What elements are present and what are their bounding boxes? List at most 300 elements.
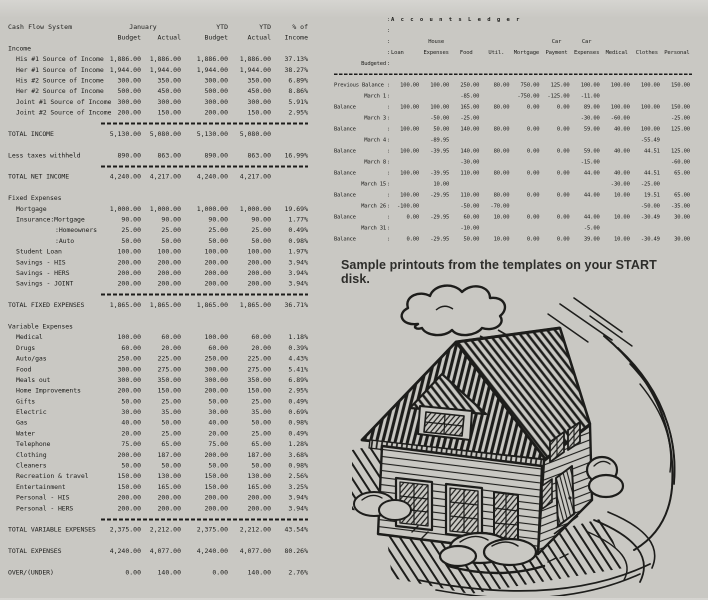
value-cell: 10.00 — [613, 235, 630, 242]
cashflow-row — [8, 108, 308, 119]
row-label: Personal - HIS — [16, 494, 70, 502]
value-cell: 200.00 — [157, 269, 181, 277]
bush-right — [587, 457, 623, 497]
value-cell: 150.00 — [247, 387, 271, 395]
ledger-row — [334, 124, 692, 135]
value-cell: 80.00 — [493, 125, 510, 132]
ledger-row — [334, 190, 692, 201]
value-cell: 300.00 — [117, 76, 141, 85]
value-cell: 19.69% — [284, 205, 308, 213]
value-cell: 20.00 — [121, 429, 141, 438]
value-cell: 4,077.00 — [239, 547, 271, 556]
value-cell: 0.00 — [212, 568, 228, 577]
value-cell: 80.26% — [284, 547, 308, 556]
value-cell: 1,886.00 — [149, 55, 181, 64]
value-cell: 37.13% — [284, 55, 308, 64]
value-cell: 89.00 — [583, 103, 600, 110]
value-cell: 90.00 — [251, 216, 271, 224]
value-cell: 100.00 — [400, 103, 420, 110]
value-cell: 100.00 — [580, 81, 600, 88]
value-cell: 75.00 — [208, 440, 228, 449]
value-cell: 25.00 — [251, 397, 271, 406]
value-cell — [391, 113, 421, 124]
value-cell: 50.00 — [208, 462, 228, 470]
value-cell: 5.91% — [288, 98, 308, 106]
value-cell: 275.00 — [247, 365, 271, 374]
row-label: March 3 — [364, 114, 386, 121]
value-cell — [421, 201, 451, 212]
value-cell — [572, 179, 602, 190]
cashflow-row — [8, 514, 308, 525]
cashflow-row — [8, 546, 308, 557]
value-cell: 1,000.00 — [149, 205, 181, 213]
value-cell: 140.00 — [247, 568, 271, 577]
col-header: Loan — [391, 49, 404, 56]
ledger-colon: : — [386, 125, 391, 132]
value-cell: 200.00 — [157, 258, 181, 267]
row-label: Variable Expenses — [8, 322, 73, 331]
cashflow-row — [8, 193, 308, 204]
ledger-colon: : — [386, 213, 391, 220]
value-cell: -125.00 — [547, 92, 570, 99]
value-cell: 0.98% — [288, 462, 308, 470]
value-cell: 140.00 — [157, 568, 181, 577]
row-label: Balance — [334, 103, 356, 110]
value-cell: 1,944.00 — [239, 66, 271, 74]
value-cell: 110.00 — [460, 191, 480, 198]
row-label: Balance — [334, 147, 356, 154]
value-cell — [421, 91, 451, 102]
value-cell: 4,077.00 — [149, 547, 181, 556]
value-cell: 50.00 — [161, 237, 181, 245]
cashflow-row — [8, 471, 308, 482]
value-cell: 300.00 — [204, 376, 228, 384]
value-cell: 100.00 — [640, 103, 660, 110]
value-cell: -11.00 — [580, 92, 600, 99]
cashflow-header-row-2 — [8, 33, 308, 44]
value-cell: 150.00 — [157, 109, 181, 117]
value-cell — [511, 157, 541, 168]
value-cell: 100.00 — [430, 81, 450, 88]
row-label: March 8 — [364, 158, 386, 165]
value-cell: 200.00 — [204, 258, 228, 267]
cashflow-row — [8, 300, 308, 311]
value-cell: -89.95 — [430, 136, 450, 143]
value-cell: 200.00 — [117, 280, 141, 288]
value-cell: 1.97% — [288, 248, 308, 256]
value-cell: 200.00 — [117, 269, 141, 277]
col-header — [602, 36, 632, 47]
value-cell: 890.00 — [204, 151, 228, 160]
value-cell: 60.00 — [208, 344, 228, 352]
cashflow-row — [8, 567, 308, 578]
value-cell: 80.00 — [493, 191, 510, 198]
value-cell: 1.18% — [288, 333, 308, 342]
value-cell — [481, 179, 511, 190]
value-cell: 0.00 — [125, 568, 141, 577]
ledger-row — [334, 91, 692, 102]
value-cell: -70.00 — [490, 202, 510, 209]
ledger-divider — [334, 74, 692, 76]
row-label: TOTAL INCOME — [8, 130, 54, 138]
value-cell: 80.00 — [493, 147, 510, 154]
value-cell: 50.00 — [161, 419, 181, 427]
value-cell: 200.00 — [117, 504, 141, 513]
value-cell — [481, 157, 511, 168]
value-cell: 5,080.00 — [239, 130, 271, 138]
value-cell: 0.39% — [288, 344, 308, 352]
ledger-spacer-row — [334, 25, 692, 36]
value-cell — [271, 129, 308, 140]
value-cell: 200.00 — [247, 258, 271, 267]
value-cell: 10.00 — [493, 235, 510, 242]
value-cell: 0.49% — [288, 397, 308, 406]
value-cell: 4,240.00 — [109, 173, 141, 181]
value-cell: 863.00 — [157, 151, 181, 160]
row-label: :Homeowners — [55, 226, 97, 235]
value-cell: 4,217.00 — [149, 173, 181, 181]
cashflow-row — [8, 482, 308, 493]
cashflow-row — [8, 557, 308, 568]
value-cell: 80.00 — [493, 103, 510, 110]
value-cell: 90.00 — [208, 216, 228, 224]
value-cell: 200.00 — [117, 451, 141, 459]
value-cell: 0.00 — [406, 235, 420, 242]
value-cell: 0.00 — [526, 235, 540, 242]
value-cell: 10.00 — [613, 191, 630, 198]
value-cell: 1.28% — [288, 440, 308, 449]
value-cell: 225.00 — [247, 355, 271, 363]
value-cell: 20.00 — [161, 344, 181, 352]
row-label: Her #2 Source of Income — [16, 87, 104, 96]
value-cell: -39.95 — [430, 147, 450, 154]
ledger-colon: : — [386, 235, 391, 242]
value-cell: 0.00 — [526, 191, 540, 198]
value-cell: 450.00 — [247, 87, 271, 96]
value-cell — [541, 223, 571, 234]
value-cell: 90.00 — [161, 216, 181, 224]
value-cell: 1,000.00 — [239, 205, 271, 213]
ledger-colon: : — [386, 191, 391, 198]
value-cell: 80.00 — [493, 81, 510, 88]
front-window-3 — [494, 492, 518, 540]
ledger-body — [334, 80, 692, 245]
value-cell — [391, 223, 421, 234]
row-label — [334, 36, 386, 47]
row-label: Cleaners — [16, 462, 47, 470]
cashflow-row — [8, 343, 308, 354]
ledger-colon: : — [386, 224, 391, 231]
cashflow-row — [8, 535, 308, 546]
value-cell: 0.00 — [526, 147, 540, 154]
cashflow-row — [8, 461, 308, 472]
cashflow-row — [8, 225, 308, 236]
value-cell: 25.00 — [161, 226, 181, 235]
value-cell: 6.89% — [288, 76, 308, 85]
cashflow-row — [8, 407, 308, 418]
row-label: Balance — [334, 235, 356, 242]
col-header — [481, 36, 511, 47]
value-cell: 100.00 — [400, 81, 420, 88]
row-label: Electric — [16, 408, 47, 417]
value-cell: -25.00 — [670, 114, 690, 121]
cashflow-row — [8, 161, 308, 172]
ledger-row — [334, 157, 692, 168]
row-label: Auto/gas — [16, 355, 47, 363]
value-cell: 275.00 — [157, 365, 181, 374]
value-cell — [391, 179, 421, 190]
ledger-row — [334, 234, 692, 245]
value-cell: 350.00 — [157, 76, 181, 85]
value-cell: 60.00 — [161, 333, 181, 342]
value-cell: 19.51 — [644, 191, 660, 198]
ledger-row — [334, 201, 692, 212]
cashflow-row — [8, 525, 308, 536]
value-cell: -15.00 — [580, 158, 600, 165]
value-cell: 3.68% — [288, 451, 308, 459]
value-cell: 0.00 — [556, 191, 570, 198]
col-subheader-actual-ytd: Actual — [247, 34, 271, 42]
value-cell: 100.00 — [204, 333, 228, 342]
cashflow-row — [8, 354, 308, 365]
value-cell: 65.00 — [674, 169, 690, 176]
value-cell: 1,944.00 — [109, 66, 141, 74]
value-cell — [421, 157, 451, 168]
value-cell: 40.00 — [208, 419, 228, 427]
value-cell: 863.00 — [247, 151, 271, 160]
cashflow-row — [8, 332, 308, 343]
col-header — [511, 36, 541, 47]
value-cell: 25.00 — [208, 226, 228, 235]
ledger-colon: : — [386, 147, 391, 154]
cashflow-row — [8, 386, 308, 397]
value-cell: 4,217.00 — [239, 173, 271, 181]
value-cell: 100.00 — [157, 248, 181, 256]
cashflow-row — [8, 268, 308, 279]
value-cell: 2.56% — [288, 472, 308, 481]
value-cell: -50.00 — [640, 202, 660, 209]
cashflow-row — [8, 43, 308, 54]
ledger-row — [334, 212, 692, 223]
cashflow-row — [8, 375, 308, 386]
row-label: Gas — [16, 419, 28, 427]
cashflow-body — [8, 43, 308, 578]
value-cell: 44.00 — [583, 213, 600, 220]
value-cell: 150.00 — [117, 483, 141, 491]
value-cell — [511, 135, 541, 146]
value-cell: 150.00 — [247, 109, 271, 117]
value-cell: 25.00 — [121, 226, 141, 235]
value-cell: 60.00 — [251, 333, 271, 342]
value-cell: 165.00 — [460, 103, 480, 110]
value-cell — [481, 113, 511, 124]
value-cell: 350.00 — [247, 376, 271, 384]
cashflow-row — [8, 215, 308, 226]
value-cell — [602, 201, 632, 212]
cashflow-row — [8, 86, 308, 97]
value-cell: 350.00 — [247, 76, 271, 85]
row-label: Savings - HIS — [16, 258, 66, 267]
col-header: House — [428, 38, 445, 45]
row-label: Fixed Expenses — [8, 194, 62, 203]
value-cell: 150.00 — [157, 387, 181, 395]
value-cell — [572, 201, 602, 212]
value-cell: 43.54% — [284, 526, 308, 534]
ledger-colon: : — [386, 27, 391, 34]
value-cell: 16.99% — [284, 151, 308, 160]
value-cell: 30.00 — [674, 235, 690, 242]
value-cell: 187.00 — [157, 451, 181, 459]
value-cell: 40.00 — [613, 169, 630, 176]
row-label: His #2 Source of Income — [16, 76, 104, 85]
value-cell — [511, 201, 541, 212]
value-cell: 1,865.00 — [109, 301, 141, 310]
ledger-colon: : — [386, 38, 391, 45]
value-cell — [511, 113, 541, 124]
value-cell: 300.00 — [117, 376, 141, 384]
value-cell: 100.00 — [640, 81, 660, 88]
row-label: Her #1 Source of Income — [16, 66, 104, 74]
value-cell: 1,886.00 — [109, 55, 141, 64]
row-label: Insurance:Mortgage — [16, 216, 85, 224]
value-cell: 0.00 — [556, 169, 570, 176]
value-cell: 150.00 — [670, 103, 690, 110]
value-cell: 5,080.00 — [149, 130, 181, 138]
value-cell: 0.69% — [288, 408, 308, 417]
value-cell: 165.00 — [247, 483, 271, 491]
value-cell — [662, 179, 692, 190]
col-header: Clothes — [635, 49, 658, 56]
value-cell — [481, 223, 511, 234]
value-cell: 200.00 — [204, 280, 228, 288]
cashflow-row — [8, 450, 308, 461]
value-cell: -750.00 — [517, 92, 540, 99]
value-cell: 300.00 — [204, 76, 228, 85]
value-cell: 100.00 — [117, 248, 141, 256]
value-cell: 0.00 — [526, 103, 540, 110]
cashflow-row — [8, 236, 308, 247]
value-cell: 200.00 — [247, 494, 271, 502]
value-cell: 30.00 — [121, 408, 141, 417]
value-cell: 60.00 — [463, 213, 480, 220]
value-cell: 75.00 — [121, 440, 141, 449]
value-cell: 200.00 — [204, 494, 228, 502]
value-cell: 1,865.00 — [196, 301, 228, 310]
value-cell: 187.00 — [247, 451, 271, 459]
ledger-row — [334, 102, 692, 113]
value-cell: 0.00 — [556, 213, 570, 220]
value-cell: 750.00 — [520, 81, 540, 88]
divider-line — [101, 165, 308, 167]
cashflow-row — [8, 321, 308, 332]
cashflow-row — [8, 503, 308, 514]
value-cell — [541, 157, 571, 168]
row-label: TOTAL FIXED EXPENSES — [8, 301, 85, 310]
budgeted-label: Budgeted — [361, 60, 386, 67]
ledger-colon: : — [386, 60, 391, 67]
ledger-row — [334, 80, 692, 91]
cashflow-row — [8, 364, 308, 375]
value-cell: -29.95 — [430, 213, 450, 220]
house-illustration — [352, 280, 704, 596]
value-cell: 200.00 — [117, 387, 141, 395]
row-label: March 4 — [364, 136, 386, 143]
value-cell: 225.00 — [157, 355, 181, 363]
ledger-colon: : — [386, 114, 391, 121]
ledger-row — [334, 179, 692, 190]
value-cell: -5.00 — [583, 224, 600, 231]
value-cell: 140.00 — [460, 147, 480, 154]
ledger-title-row — [334, 14, 692, 25]
value-cell: 4,240.00 — [109, 547, 141, 556]
value-cell: 0.00 — [526, 125, 540, 132]
divider-line — [101, 518, 308, 520]
value-cell: 50.00 — [251, 462, 271, 470]
value-cell — [421, 223, 451, 234]
value-cell: 40.00 — [613, 125, 630, 132]
value-cell: 4,240.00 — [196, 547, 228, 556]
value-cell: 10.00 — [613, 213, 630, 220]
value-cell: 300.00 — [117, 365, 141, 374]
value-cell: 50.00 — [463, 235, 480, 242]
value-cell: 100.00 — [204, 248, 228, 256]
value-cell: -30.00 — [580, 114, 600, 121]
value-cell: 1.77% — [288, 216, 308, 224]
caption-text: Sample printouts from the templates on your START disk. — [341, 258, 657, 286]
value-cell: 200.00 — [204, 109, 228, 117]
value-cell: -39.95 — [430, 169, 450, 176]
value-cell: 1,944.00 — [149, 66, 181, 74]
row-label: Income — [8, 44, 31, 53]
value-cell: 10.00 — [493, 213, 510, 220]
value-cell: 2,212.00 — [239, 526, 271, 534]
row-label: OVER/(UNDER) — [8, 568, 54, 577]
divider-line — [101, 123, 308, 125]
cashflow-row — [8, 204, 308, 215]
value-cell: -60.00 — [670, 158, 690, 165]
value-cell: 30.00 — [208, 408, 228, 417]
value-cell — [481, 135, 511, 146]
value-cell: 110.00 — [460, 169, 480, 176]
value-cell — [541, 113, 571, 124]
value-cell: 100.00 — [610, 81, 630, 88]
cash-flow-report — [8, 22, 308, 588]
cashflow-title: Cash Flow System — [8, 23, 73, 31]
row-label: March 15 — [361, 180, 386, 187]
ledger-colon: : — [386, 49, 391, 56]
col-header: Payment — [545, 49, 568, 56]
front-window-2 — [446, 484, 482, 538]
row-label: Mortgage — [16, 205, 47, 213]
value-cell: 100.00 — [247, 248, 271, 256]
value-cell: 35.00 — [161, 408, 181, 417]
value-cell: 50.00 — [251, 237, 271, 245]
value-cell — [511, 223, 541, 234]
cashflow-row — [8, 97, 308, 108]
ledger-colon: : — [386, 202, 391, 209]
value-cell: 6.89% — [288, 376, 308, 384]
value-cell: -60.00 — [610, 114, 630, 121]
value-cell — [632, 157, 662, 168]
row-label: March 1 — [364, 92, 386, 99]
row-label: Joint #1 Source of Income — [16, 98, 112, 106]
value-cell: 1,000.00 — [109, 205, 141, 213]
ledger-colon: : — [386, 180, 391, 187]
value-cell — [602, 223, 632, 234]
value-cell: 3.25% — [288, 483, 308, 491]
value-cell: -30.00 — [460, 158, 480, 165]
col-header: Mortgage — [513, 49, 540, 56]
